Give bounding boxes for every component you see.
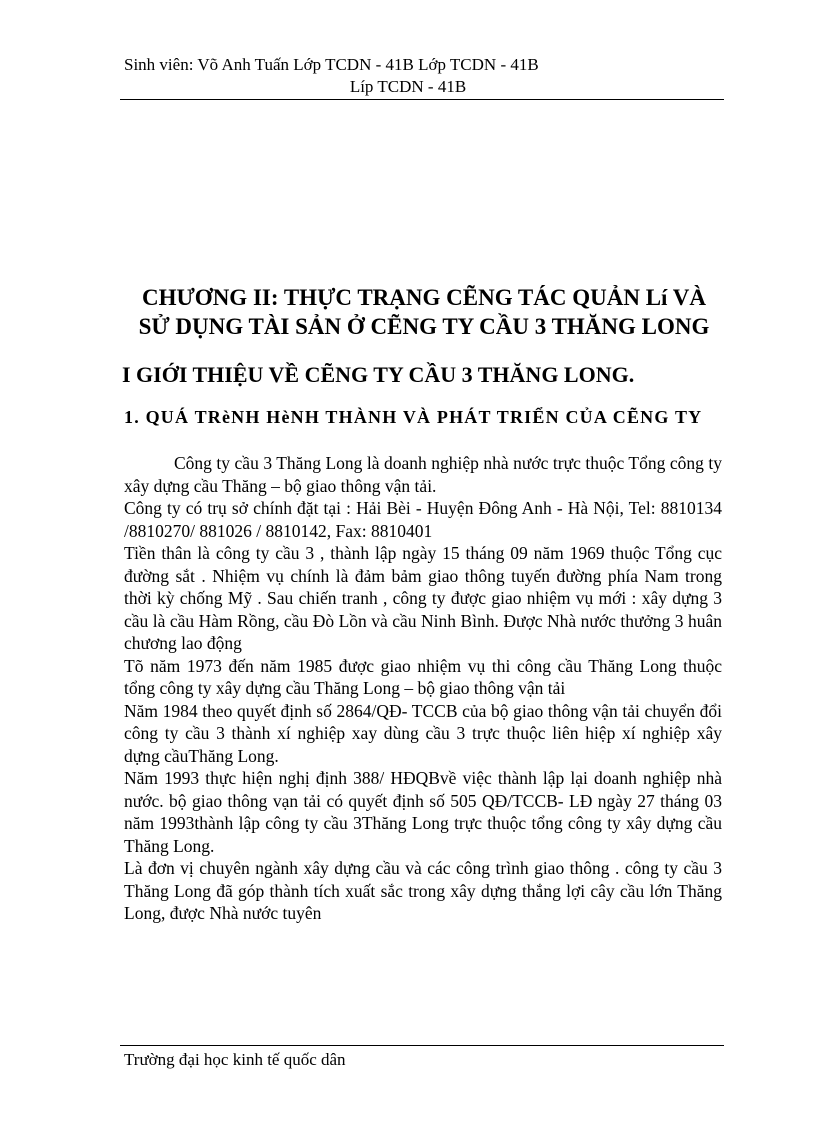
paragraph: Tiền thân là công ty cầu 3 , thành lập ngày 15 tháng 09 năm 1969 thuộc Tổng cục đường sắt . Nhiệm vụ chính là đảm bảm giao thông tuyến đường phía Nam trong thời kỳ chống Mỹ . Sau chiến tranh , công ty được giao nhiệm vụ mới : xây dựng 3 cầu là cầu Hàm Rồng, cầu Đò Lồn và cầu Ninh Bình. Được Nhà nước thưởng 3 huân chương lao động bbox=[124, 543, 722, 653]
page-header-line1: Sinh viên: Võ Anh Tuấn Lớp TCDN - 41B Lớp TCDN - 41B bbox=[124, 55, 539, 74]
paragraph: Là đơn vị chuyên ngành xây dựng cầu và các công trình giao thông . công ty cầu 3 Thăng Long đã góp thành tích xuất sắc trong xây dựng thắng lợi cây cầu lớn Thăng Long, được Nhà nước tuyên bbox=[124, 858, 722, 923]
paragraph: Tõ năm 1973 đến năm 1985 được giao nhiệm vụ thi công cầu Thăng Long thuộc tổng công ty xây dựng cầu Thăng Long – bộ giao thông vận tải bbox=[124, 655, 722, 698]
subsection-title: 1. QUÁ TRèNH HèNH THÀNH VÀ PHÁT TRIỂN CỦA CẼNG TY bbox=[124, 407, 703, 427]
chapter-title-line2: SỬ DỤNG TÀI SẢN Ở CẼNG TY CẦU 3 THĂNG LONG bbox=[138, 314, 710, 339]
paragraph: Công ty có trụ sở chính đặt tại : Hải Bèi - Huyện Đông Anh - Hà Nội, Tel: 8810134 /8810270/ 881026 / 8810142, Fax: 8810401 bbox=[124, 498, 722, 541]
paragraph: Năm 1993 thực hiện nghị định 388/ HĐQBvề việc thành lập lại doanh nghiệp nhà nước. bộ giao thông vạn tải có quyết định số 505 QĐ/TCCB- LĐ ngày 27 tháng 03 năm 1993thành lập công ty cầu 3Thăng Long trực thuộc tổng công ty xây dựng cầu Thăng Long. bbox=[124, 768, 722, 856]
chapter-title bbox=[118, 283, 730, 341]
header-rule bbox=[120, 99, 724, 100]
chapter-title-line1: CHƯƠNG II: THỰC TRẠNG CẼNG TÁC QUẢN Lí VÀ bbox=[142, 285, 706, 310]
paragraph: Công ty cầu 3 Thăng Long là doanh nghiệp nhà nước trực thuộc Tổng công ty xây dựng cầu Thăng – bộ giao thông vận tải. bbox=[124, 453, 722, 496]
paragraph: Năm 1984 theo quyết định số 2864/QĐ- TCCB của bộ giao thông vận tải chuyển đổi công ty cầu 3 thành xí nghiệp xay dùng cầu 3 trực thuộc liên hiệp xí nghiệp xây dựng cầuThăng Long. bbox=[124, 700, 722, 766]
page-header-line2: Líp TCDN - 41B bbox=[349, 77, 467, 96]
body-text bbox=[124, 452, 722, 925]
page-footer: Trường đại học kinh tế quốc dân bbox=[124, 1050, 346, 1069]
section-title: I GIỚI THIỆU VỀ CẼNG TY CẦU 3 THĂNG LONG. bbox=[122, 362, 635, 387]
footer-rule bbox=[120, 1045, 724, 1046]
